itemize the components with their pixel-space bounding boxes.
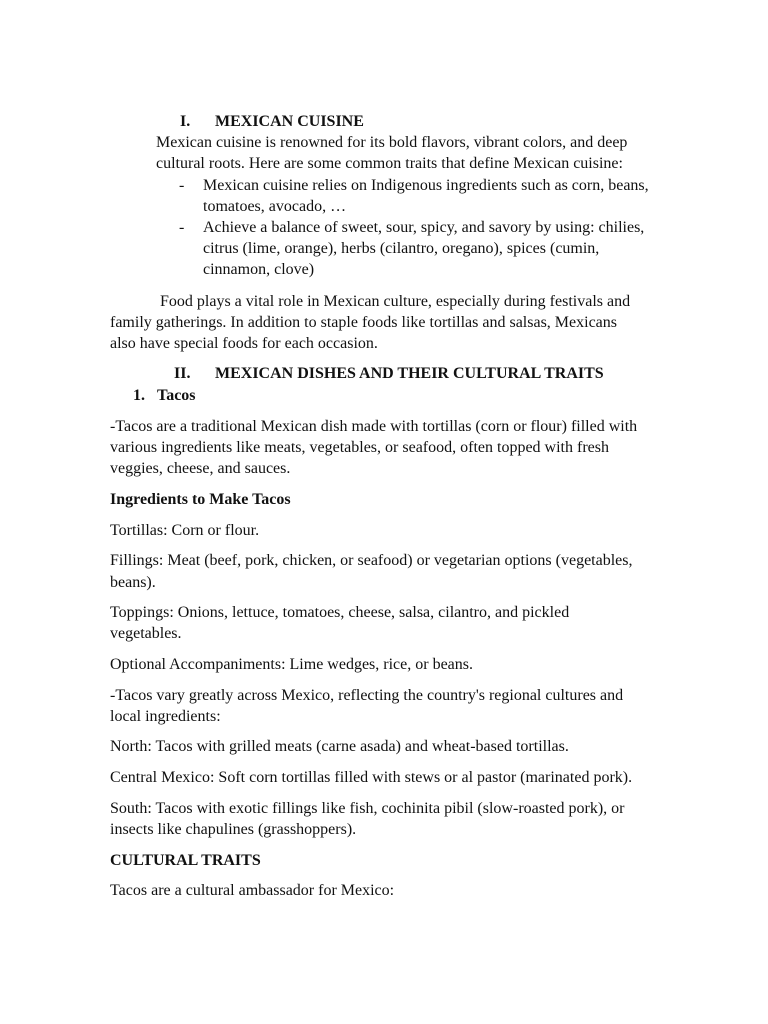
- subsection-1-heading: Tacos: [157, 387, 196, 404]
- bullet-2-line-2: citrus (lime, orange), herbs (cilantro, oregano), spices (cumin,: [203, 240, 600, 257]
- bullet-marker-2: -: [179, 219, 185, 236]
- cultural-traits-heading: CULTURAL TRAITS: [110, 852, 261, 869]
- bullet-1-line-2: tomatoes, avocado, …: [203, 198, 347, 215]
- cultural-traits-intro: Tacos are a cultural ambassador for Mexico:: [110, 882, 395, 899]
- ingredient-toppings-line-2: vegetables.: [110, 625, 182, 642]
- food-paragraph-line-3: also have special foods for each occasion.: [110, 335, 378, 352]
- variety-line-1: -Tacos vary greatly across Mexico, reflecting the country's regional cultures and: [110, 687, 624, 704]
- section-2-number: II.: [174, 365, 191, 382]
- bullet-marker-1: -: [179, 177, 185, 194]
- ingredients-heading: Ingredients to Make Tacos: [110, 491, 291, 508]
- region-central: Central Mexico: Soft corn tortillas filled with stews or al pastor (marinated pork).: [110, 769, 633, 786]
- ingredient-toppings-line-1: Toppings: Onions, lettuce, tomatoes, cheese, salsa, cilantro, and pickled: [110, 604, 570, 621]
- bullet-1-line-1: Mexican cuisine relies on Indigenous ingredients such as corn, beans,: [203, 177, 649, 194]
- region-south-line-1: South: Tacos with exotic fillings like fish, cochinita pibil (slow-roasted pork), or: [110, 800, 625, 817]
- ingredient-fillings-line-1: Fillings: Meat (beef, pork, chicken, or seafood) or vegetarian options (vegetables,: [110, 552, 633, 569]
- bullet-2-line-3: cinnamon, clove): [203, 261, 315, 278]
- ingredient-optional: Optional Accompaniments: Lime wedges, rice, or beans.: [110, 656, 474, 673]
- section-1-number: I.: [180, 113, 191, 130]
- tacos-intro-line-1: -Tacos are a traditional Mexican dish made with tortillas (corn or flour) filled with: [110, 418, 638, 435]
- section-1-intro-line-2: cultural roots. Here are some common traits that define Mexican cuisine:: [156, 155, 623, 172]
- ingredient-fillings-line-2: beans).: [110, 574, 156, 591]
- tacos-intro-line-3: veggies, cheese, and sauces.: [110, 460, 291, 477]
- region-north: North: Tacos with grilled meats (carne asada) and wheat-based tortillas.: [110, 738, 569, 755]
- region-south-line-2: insects like chapulines (grasshoppers).: [110, 821, 357, 838]
- variety-line-2: local ingredients:: [110, 708, 221, 725]
- subsection-1-number: 1.: [133, 387, 145, 404]
- section-1-intro-line-1: Mexican cuisine is renowned for its bold flavors, vibrant colors, and deep: [156, 134, 628, 151]
- section-1-heading: MEXICAN CUISINE: [215, 113, 364, 130]
- tacos-intro-line-2: various ingredients like meats, vegetables, or seafood, often topped with fresh: [110, 439, 609, 456]
- bullet-2-line-1: Achieve a balance of sweet, sour, spicy, and savory by using: chilies,: [203, 219, 645, 236]
- food-paragraph-line-1: Food plays a vital role in Mexican culture, especially during festivals and: [160, 293, 631, 310]
- food-paragraph-line-2: family gatherings. In addition to staple foods like tortillas and salsas, Mexicans: [110, 314, 618, 331]
- ingredient-tortillas: Tortillas: Corn or flour.: [110, 522, 260, 539]
- section-2-heading: MEXICAN DISHES AND THEIR CULTURAL TRAITS: [215, 365, 604, 382]
